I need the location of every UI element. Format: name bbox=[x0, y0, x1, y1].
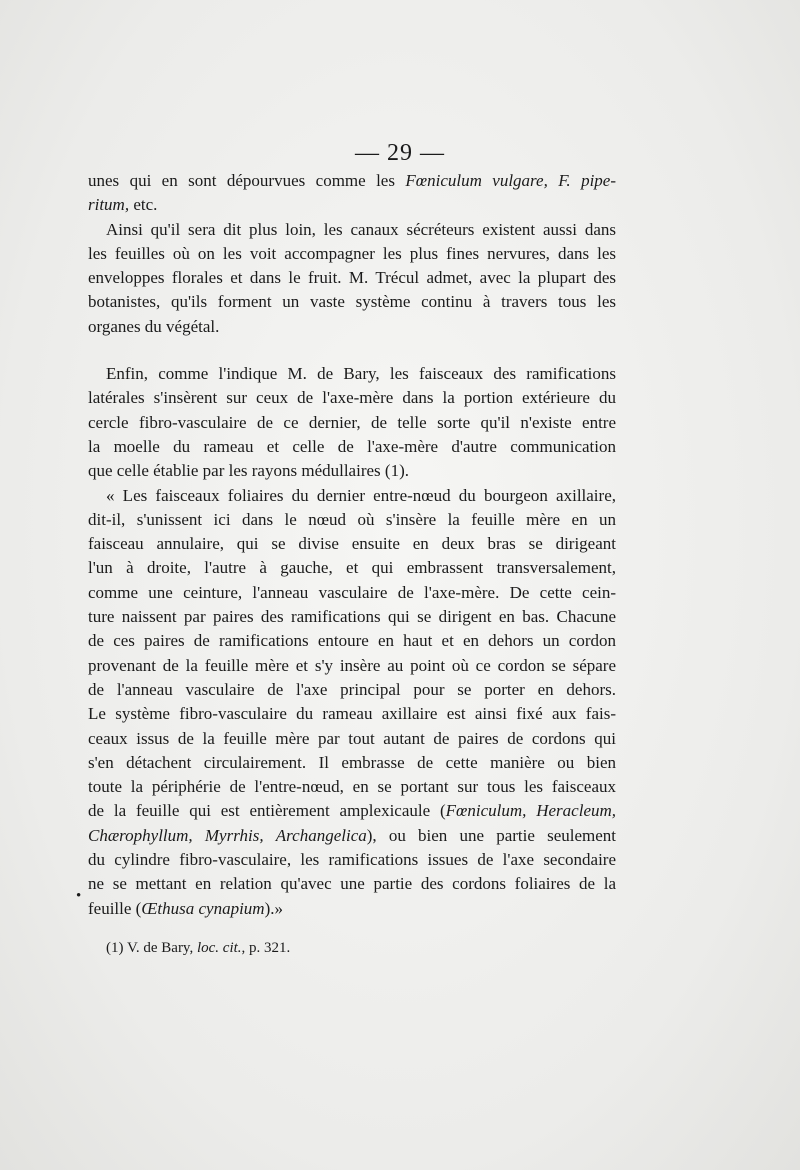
text-line: unes qui en sont dépourvues comme les Fœniculum vulgare, F. pipe- bbox=[88, 171, 616, 190]
footnote: (1) V. de Bary, loc. cit., p. 321. bbox=[106, 940, 291, 956]
text-line: ritum, etc. bbox=[88, 195, 158, 215]
text-line: que celle établie par les rayons médullaires (1). bbox=[88, 461, 409, 481]
text-line: Ainsi qu'il sera dit plus loin, les canaux sécréteurs existent aussi dans bbox=[106, 219, 616, 239]
text-line: « Les faisceaux foliaires du dernier entre-nœud du bourgeon axillaire, bbox=[106, 485, 616, 505]
margin-mark: • bbox=[76, 888, 82, 904]
text-line: Le système fibro-vasculaire du rameau axillaire est ainsi fixé aux fais- bbox=[88, 704, 616, 724]
text-line: de la feuille qui est entièrement amplexicaule (Fœniculum, Heracleum, bbox=[88, 801, 616, 821]
text-line: organes du végétal. bbox=[88, 316, 220, 336]
text-line: cercle fibro-vasculaire de ce dernier, de telle sorte qu'il n'existe entre bbox=[88, 412, 616, 432]
paragraph-gap bbox=[88, 339, 616, 362]
text-line: enveloppes florales et dans le fruit. M. Trécul admet, avec la plupart des bbox=[88, 268, 616, 288]
text-line: feuille (Œthusa cynapium).» bbox=[88, 898, 283, 918]
text-line: ture naissent par paires des ramifications qui se dirigent en bas. Chacune bbox=[88, 607, 616, 627]
text-line: comme une ceinture, l'anneau vasculaire de l'axe-mère. De cette cein- bbox=[88, 582, 616, 602]
text-line: faisceau annulaire, qui se divise ensuite en deux bras se dirigeant bbox=[88, 534, 616, 554]
text-line: de l'anneau vasculaire de l'axe principal pour se porter en dehors. bbox=[88, 679, 616, 699]
text-line: les feuilles où on les voit accompagner les plus fines nervures, dans les bbox=[88, 243, 616, 263]
text-line: provenant de la feuille mère et s'y insère au point où ce cordon se sépare bbox=[88, 655, 616, 675]
text-line: botanistes, qu'ils forment un vaste système continu à travers tous les bbox=[88, 292, 616, 312]
text-line: Chærophyllum, Myrrhis, Archangelica), ou bien une partie seulement bbox=[88, 825, 616, 845]
text-line: dit-il, s'unissent ici dans le nœud où s'insère la feuille mère en un bbox=[88, 509, 616, 529]
text-line: l'un à droite, l'autre à gauche, et qui embrassent transversalement, bbox=[88, 558, 616, 578]
text-line: de ces paires de ramifications entoure en haut et en dehors un cordon bbox=[88, 631, 616, 651]
body-text bbox=[88, 169, 616, 921]
text-line: Enfin, comme l'indique M. de Bary, les faisceaux des ramifications bbox=[106, 364, 616, 384]
text-line: ceaux issus de la feuille mère par tout autant de paires de cordons qui bbox=[88, 728, 616, 748]
text-line: du cylindre fibro-vasculaire, les ramifications issues de l'axe secondaire bbox=[88, 850, 616, 870]
text-line: latérales s'insèrent sur ceux de l'axe-mère dans la portion extérieure du bbox=[88, 388, 616, 408]
text-line: toute la périphérie de l'entre-nœud, en se portant sur tous les faisceaux bbox=[88, 777, 616, 797]
text-line: ne se mettant en relation qu'avec une partie des cordons foliaires de la bbox=[88, 874, 616, 894]
text-line: s'en détachent circulairement. Il embrasse de cette manière ou bien bbox=[88, 752, 616, 772]
page-number: — 29 — bbox=[355, 140, 445, 166]
text-line: la moelle du rameau et celle de l'axe-mère d'autre communication bbox=[88, 436, 616, 456]
